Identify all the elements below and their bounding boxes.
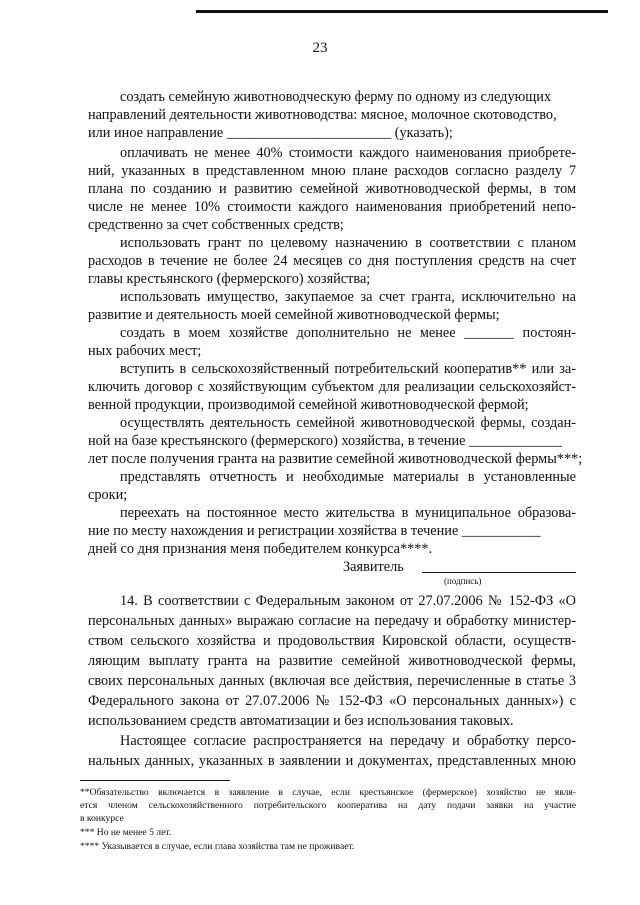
text-line: направлений деятельности животноводства: мясное, молочное скотоводство, bbox=[88, 107, 557, 123]
footnote-rule bbox=[80, 780, 230, 781]
text-line: своих персональных данных (включая все действия, перечисленные в статье 3 bbox=[88, 673, 576, 689]
text-line: использовать грант по целевому назначению в соответствии с планом bbox=[120, 235, 576, 251]
text-line: использованием средств автоматизации и без использования таковых. bbox=[88, 713, 514, 729]
text-line: персональных данных» выражаю согласие на передачу и обработку министер- bbox=[88, 613, 576, 629]
text-line: средственно за счет собственных средств; bbox=[88, 217, 344, 233]
text-line: плана по созданию и развитию семейной животноводческой фермы, в том bbox=[88, 181, 576, 197]
footnote-line: ется членом сельскохозяйственного потребительского кооператива на дату подачи заявки на участие bbox=[80, 800, 576, 811]
text-line: нальных данных, указанных в заявлении и документах, представленных мною bbox=[88, 753, 576, 769]
footnote-line: *** Но не менее 5 лет. bbox=[80, 827, 172, 838]
text-line: ляющим выплату гранта на развитие семейной животноводческой фермы, bbox=[88, 653, 576, 669]
header-rule bbox=[196, 10, 608, 13]
text-line: ний, указанных в представленном мною плане расходов согласно разделу 7 bbox=[88, 163, 576, 179]
signature-line bbox=[422, 572, 576, 573]
text-line: переехать на постоянное место жительства в муниципальное образова- bbox=[120, 505, 576, 521]
text-line: вступить в сельскохозяйственный потребительский кооператив** или за- bbox=[120, 361, 576, 377]
text-line: 14. В соответствии с Федеральным законом от 27.07.2006 № 152-ФЗ «О bbox=[120, 593, 576, 609]
text-line: использовать имущество, закупаемое за счет гранта, исключительно на bbox=[120, 289, 576, 305]
text-line: Настоящее согласие распространяется на передачу и обработку персо- bbox=[120, 733, 576, 749]
text-line: представлять отчетность и необходимые материалы в установленные bbox=[120, 469, 576, 485]
text-line: лет после получения гранта на развитие семейной животноводческой фермы***; bbox=[88, 451, 583, 467]
text-line: создать в моем хозяйстве дополнительно не менее _______ постоян- bbox=[120, 325, 576, 341]
signature-caption: (подпись) bbox=[444, 576, 482, 586]
text-line: главы крестьянского (фермерского) хозяйства; bbox=[88, 271, 371, 287]
text-line: числе не менее 10% стоимости каждого наименования приобретений непо- bbox=[88, 199, 576, 215]
text-line: ством сельского хозяйства и продовольствия Кировской области, осуществ- bbox=[88, 633, 576, 649]
signature-label: Заявитель bbox=[343, 559, 404, 575]
text-line: ние по месту нахождения и регистрации хозяйства в течение ___________ bbox=[88, 523, 541, 539]
text-line: сроки; bbox=[88, 487, 128, 503]
text-line: развитие и деятельность моей семейной животноводческой фермы; bbox=[88, 307, 500, 323]
text-line: или иное направление _______________________ (указать); bbox=[88, 125, 453, 141]
text-line: ключить договор с хозяйствующим субъектом для реализации сельскохозяйст- bbox=[88, 379, 576, 395]
page-number: 23 bbox=[312, 40, 328, 56]
text-line: ных рабочих мест; bbox=[88, 343, 202, 359]
text-line: расходов в течение не более 24 месяцев со дня поступления средств на счет bbox=[88, 253, 576, 269]
text-line: осуществлять деятельность семейной животноводческой фермы, создан- bbox=[120, 415, 576, 431]
footnote-line: **Обязательство включается в заявление в случае, если крестьянское (фермерское) хозяйство не явля- bbox=[80, 787, 576, 798]
text-line: создать семейную животноводческую ферму по одному из следующих bbox=[120, 89, 552, 105]
text-line: Федерального закона от 27.07.2006 № 152-ФЗ «О персональных данных») с bbox=[88, 693, 576, 709]
footnote-line: в конкурсе bbox=[80, 813, 124, 824]
text-line: ной на базе крестьянского (фермерского) хозяйства, в течение _____________ bbox=[88, 433, 562, 449]
text-line: дней со дня признания меня победителем конкурса****. bbox=[88, 541, 433, 557]
footnote-line: **** Указывается в случае, если глава хозяйства там не проживает. bbox=[80, 841, 355, 852]
text-line: оплачивать не менее 40% стоимости каждого наименования приобрете- bbox=[120, 145, 576, 161]
text-line: венной продукции, производимой семейной животноводческой фермой; bbox=[88, 397, 529, 413]
